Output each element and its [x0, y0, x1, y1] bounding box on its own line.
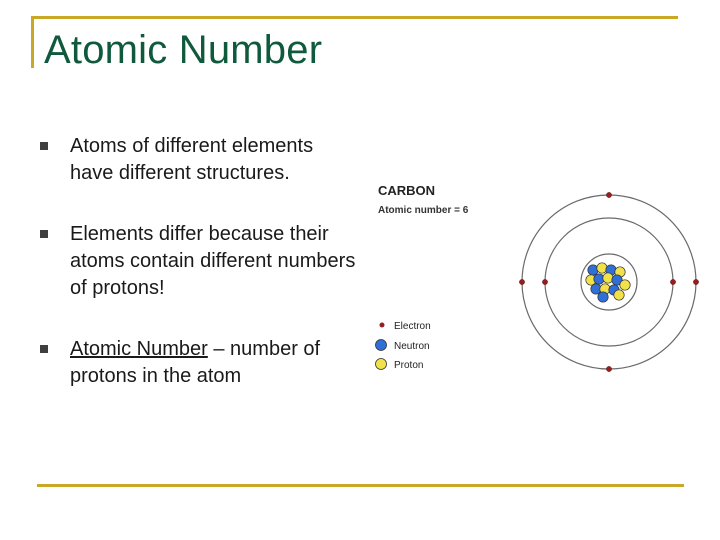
electron-dot — [542, 279, 547, 284]
bullet-square-icon — [40, 230, 48, 238]
bullet-square-icon — [40, 345, 48, 353]
bullet-square-icon — [40, 142, 48, 150]
electron-dot — [606, 192, 611, 197]
diagram-title: CARBON — [378, 183, 436, 198]
neutron-particle — [588, 265, 598, 275]
proton-particle — [597, 263, 607, 273]
proton-particle — [603, 273, 613, 283]
neutron-particle — [598, 292, 608, 302]
proton-particle — [614, 290, 624, 300]
atomic-number-term: Atomic Number — [70, 338, 208, 360]
left-border-line — [31, 16, 34, 68]
legend-proton-label: Proton — [394, 360, 424, 371]
bullet-text: Atoms of different elements have different structures. — [70, 135, 314, 184]
atomic-number-definition: – number of protons in the atom — [70, 338, 321, 387]
electron-dot — [606, 366, 611, 371]
electron-dot — [693, 279, 698, 284]
carbon-atom-svg — [370, 176, 720, 386]
slide-title: Atomic Number — [44, 28, 323, 72]
nucleus — [586, 263, 630, 302]
legend-neutron-icon — [376, 340, 387, 351]
legend-proton-icon — [376, 359, 387, 370]
electron-dot — [519, 279, 524, 284]
diagram-subtitle: Atomic number = 6 — [378, 205, 469, 216]
legend-neutron-label: Neutron — [394, 341, 430, 352]
bullet-text: Elements differ because their atoms contain different numbers of protons! — [70, 223, 356, 299]
legend-electron-icon — [380, 323, 385, 328]
carbon-atom-diagram — [370, 176, 720, 386]
bullet-text — [70, 336, 360, 390]
proton-particle — [620, 280, 630, 290]
top-border-line — [31, 16, 678, 19]
bottom-border-line — [37, 484, 684, 487]
legend-electron-label: Electron — [394, 321, 431, 332]
electron-dot — [670, 279, 675, 284]
